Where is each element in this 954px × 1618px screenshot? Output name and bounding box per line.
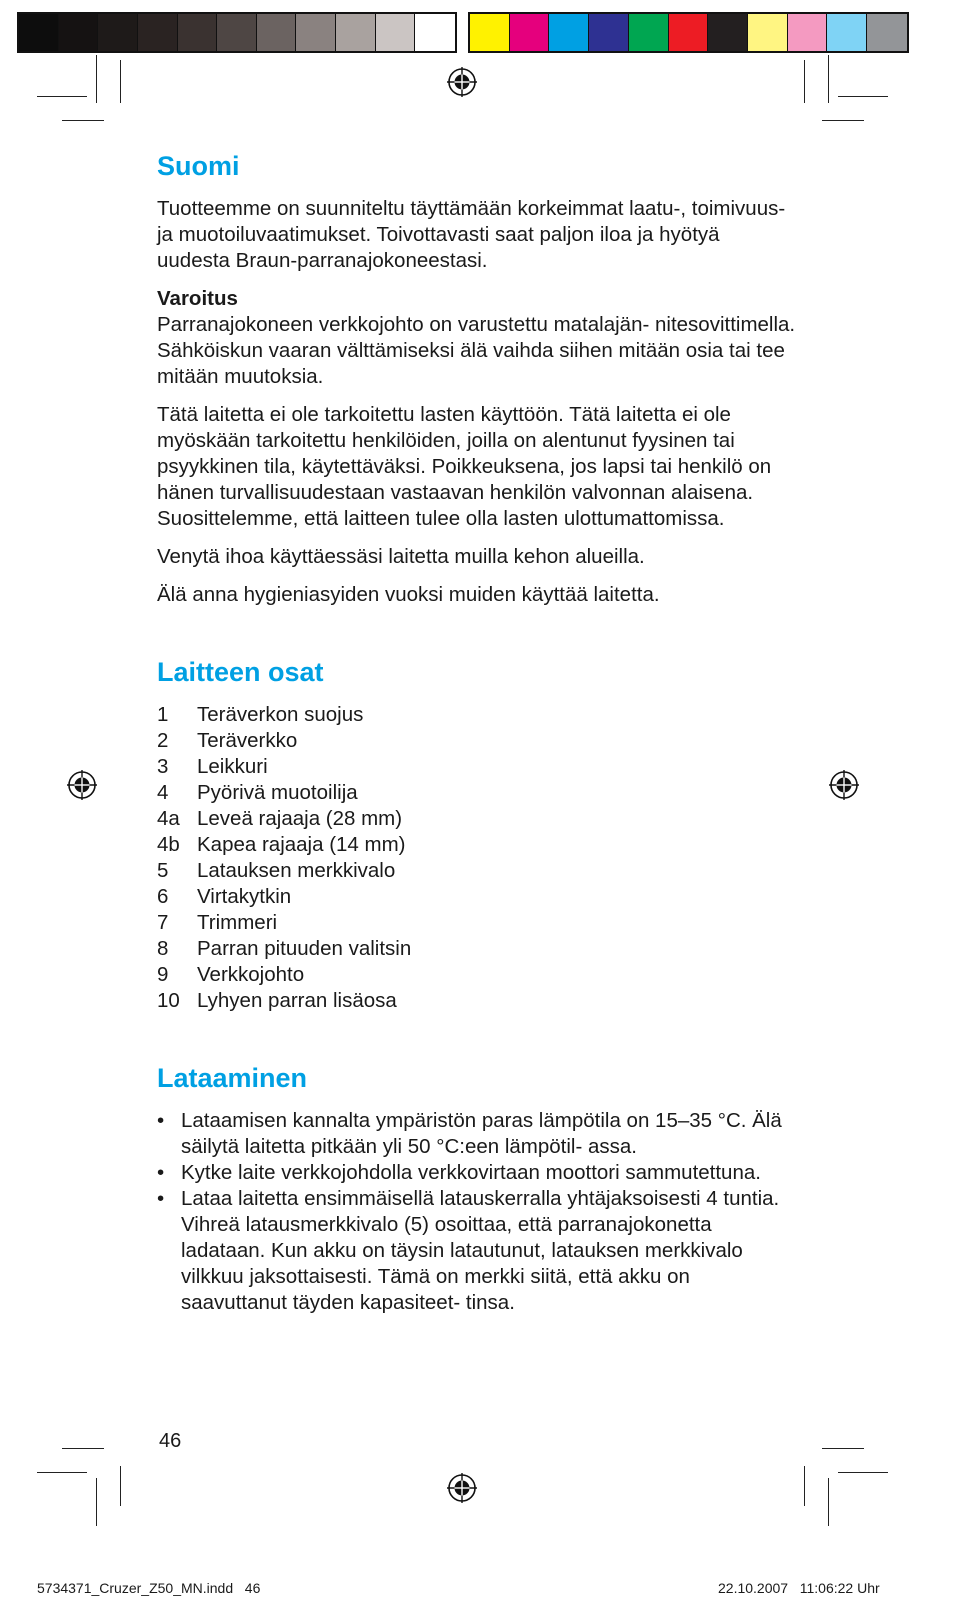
list-item xyxy=(157,988,797,1014)
section-parts xyxy=(157,656,797,1014)
parts-list xyxy=(157,702,797,1014)
item-label: Leveä rajaaja (28 mm) xyxy=(197,807,403,830)
item-label: Teräverkko xyxy=(197,729,298,752)
crop-mark xyxy=(838,96,888,97)
color-swatch xyxy=(217,14,257,51)
list-item xyxy=(157,754,797,780)
item-text: Lataa laitetta ensimmäisellä latauskerralla yhtäjaksoisesti 4 tuntia. Vihreä latausmerkkivalo (5) osoittaa, että parranajokonetta ladataan. Kun akku on täysin latautunut, latauksen merkkivalo vilkkuu jaksottaisesti. Tämä on merkki siitä, että akku on saavuttanut täyden kapasiteet- tinsa. xyxy=(181,1187,780,1314)
color-swatch xyxy=(827,14,867,51)
crop-mark xyxy=(37,96,87,97)
crop-mark xyxy=(37,1472,87,1473)
item-number: 5 xyxy=(157,859,169,882)
crop-mark xyxy=(120,60,121,103)
color-swatch xyxy=(549,14,589,51)
item-label: Virtakytkin xyxy=(197,885,292,908)
item-number: 4b xyxy=(157,833,180,856)
bullet: • xyxy=(157,1161,165,1184)
crop-mark xyxy=(120,1466,121,1506)
registration-mark-icon xyxy=(446,66,478,98)
footer-file-info: 5734371_Cruzer_Z50_MN.indd 46 xyxy=(37,1580,261,1596)
color-swatch xyxy=(296,14,336,51)
color-swatch xyxy=(470,14,510,51)
footer-timestamp: 22.10.2007 11:06:22 Uhr xyxy=(718,1580,880,1596)
bullet: • xyxy=(157,1187,165,1210)
hygiene-paragraph: Älä anna hygieniasyiden vuoksi muiden käyttää laitetta. xyxy=(157,583,660,606)
registration-mark-icon xyxy=(66,769,98,801)
grayscale-color-bar xyxy=(17,12,457,53)
item-number: 1 xyxy=(157,703,169,726)
item-number: 2 xyxy=(157,729,169,752)
item-number: 9 xyxy=(157,963,169,986)
list-item xyxy=(157,962,797,988)
crop-mark xyxy=(62,1448,104,1449)
item-number: 4a xyxy=(157,807,180,830)
crop-mark xyxy=(804,60,805,103)
process-color-bar xyxy=(468,12,909,53)
crop-mark xyxy=(96,1478,97,1526)
item-text: Kytke laite verkkojohdolla verkkovirtaan moottori sammutettuna. xyxy=(181,1161,761,1184)
item-number: 7 xyxy=(157,911,169,934)
crop-mark xyxy=(828,55,829,103)
warning-paragraph: Parranajokoneen verkkojohto on varustettu matalajän- nitesovittimella. Sähköiskun vaaran välttämiseksi älä vaihda siihen mitään osia tai tee mitään muutoksia. xyxy=(157,313,796,388)
item-number: 10 xyxy=(157,989,180,1012)
color-swatch xyxy=(669,14,709,51)
page-content xyxy=(157,150,797,1316)
item-label: Pyörivä muotoilija xyxy=(197,781,358,804)
crop-mark xyxy=(62,120,104,121)
color-swatch xyxy=(336,14,376,51)
crop-mark xyxy=(822,120,864,121)
section-charging xyxy=(157,1062,797,1316)
page-number: 46 xyxy=(159,1430,182,1452)
section-title: Suomi xyxy=(157,151,240,181)
section-title: Laitteen osat xyxy=(157,657,324,687)
list-item xyxy=(157,832,797,858)
color-swatch xyxy=(59,14,99,51)
item-label: Teräverkon suojus xyxy=(197,703,364,726)
crop-mark xyxy=(838,1472,888,1473)
crop-mark xyxy=(828,1478,829,1526)
list-item xyxy=(157,910,797,936)
crop-mark xyxy=(804,1466,805,1506)
list-item xyxy=(157,702,797,728)
color-swatch xyxy=(629,14,669,51)
registration-mark-icon xyxy=(446,1472,478,1504)
list-item xyxy=(157,1160,797,1186)
item-label: Parran pituuden valitsin xyxy=(197,937,412,960)
color-swatch xyxy=(589,14,629,51)
item-label: Lyhyen parran lisäosa xyxy=(197,989,397,1012)
crop-mark xyxy=(822,1448,864,1449)
color-swatch xyxy=(788,14,828,51)
list-item xyxy=(157,1186,797,1316)
color-swatch xyxy=(376,14,416,51)
list-item xyxy=(157,780,797,806)
list-item xyxy=(157,806,797,832)
color-swatch xyxy=(138,14,178,51)
color-swatch xyxy=(98,14,138,51)
item-label: Kapea rajaaja (14 mm) xyxy=(197,833,406,856)
item-label: Trimmeri xyxy=(197,911,278,934)
item-label: Leikkuri xyxy=(197,755,268,778)
list-item xyxy=(157,884,797,910)
list-item xyxy=(157,936,797,962)
item-number: 3 xyxy=(157,755,169,778)
color-swatch xyxy=(867,14,907,51)
section-suomi xyxy=(157,150,797,608)
color-swatch xyxy=(257,14,297,51)
color-swatch xyxy=(178,14,218,51)
item-text: Lataamisen kannalta ympäristön paras lämpötila on 15–35 °C. Älä säilytä laitetta pitkään yli 50 °C:een lämpötil- assa. xyxy=(181,1109,782,1158)
bullet: • xyxy=(157,1109,165,1132)
warning-title: Varoitus xyxy=(157,287,238,310)
charging-list xyxy=(157,1108,797,1316)
item-number: 4 xyxy=(157,781,169,804)
intro-paragraph: Tuotteemme on suunniteltu täyttämään korkeimmat laatu-, toimivuus- ja muotoiluvaatimukset. Toivottavasti saat paljon iloa ja hyötyä uudesta Braun-parranajokoneestasi. xyxy=(157,197,786,272)
item-label: Latauksen merkkivalo xyxy=(197,859,396,882)
color-swatch xyxy=(19,14,59,51)
color-swatch xyxy=(708,14,748,51)
item-label: Verkkojohto xyxy=(197,963,305,986)
color-swatch xyxy=(510,14,550,51)
item-number: 8 xyxy=(157,937,169,960)
crop-mark xyxy=(96,55,97,103)
list-item xyxy=(157,728,797,754)
body-paragraph: Venytä ihoa käyttäessäsi laitetta muilla kehon alueilla. xyxy=(157,545,645,568)
list-item xyxy=(157,858,797,884)
children-paragraph: Tätä laitetta ei ole tarkoitettu lasten käyttöön. Tätä laitetta ei ole myöskään tarkoitettu henkilöiden, joilla on alentunut fyysinen tai psyykkinen tila, käytettäväksi. Poikkeuksena, jos lapsi tai henkilö on hänen turvallisuudestaan vastaavan henkilön valvonnan alaisena. Suosittelemme, että laitteen tulee olla lasten ulottumattomissa. xyxy=(157,403,772,530)
item-number: 6 xyxy=(157,885,169,908)
registration-mark-icon xyxy=(828,769,860,801)
color-swatch xyxy=(748,14,788,51)
list-item xyxy=(157,1108,797,1160)
color-swatch xyxy=(415,14,455,51)
section-title: Lataaminen xyxy=(157,1063,308,1093)
